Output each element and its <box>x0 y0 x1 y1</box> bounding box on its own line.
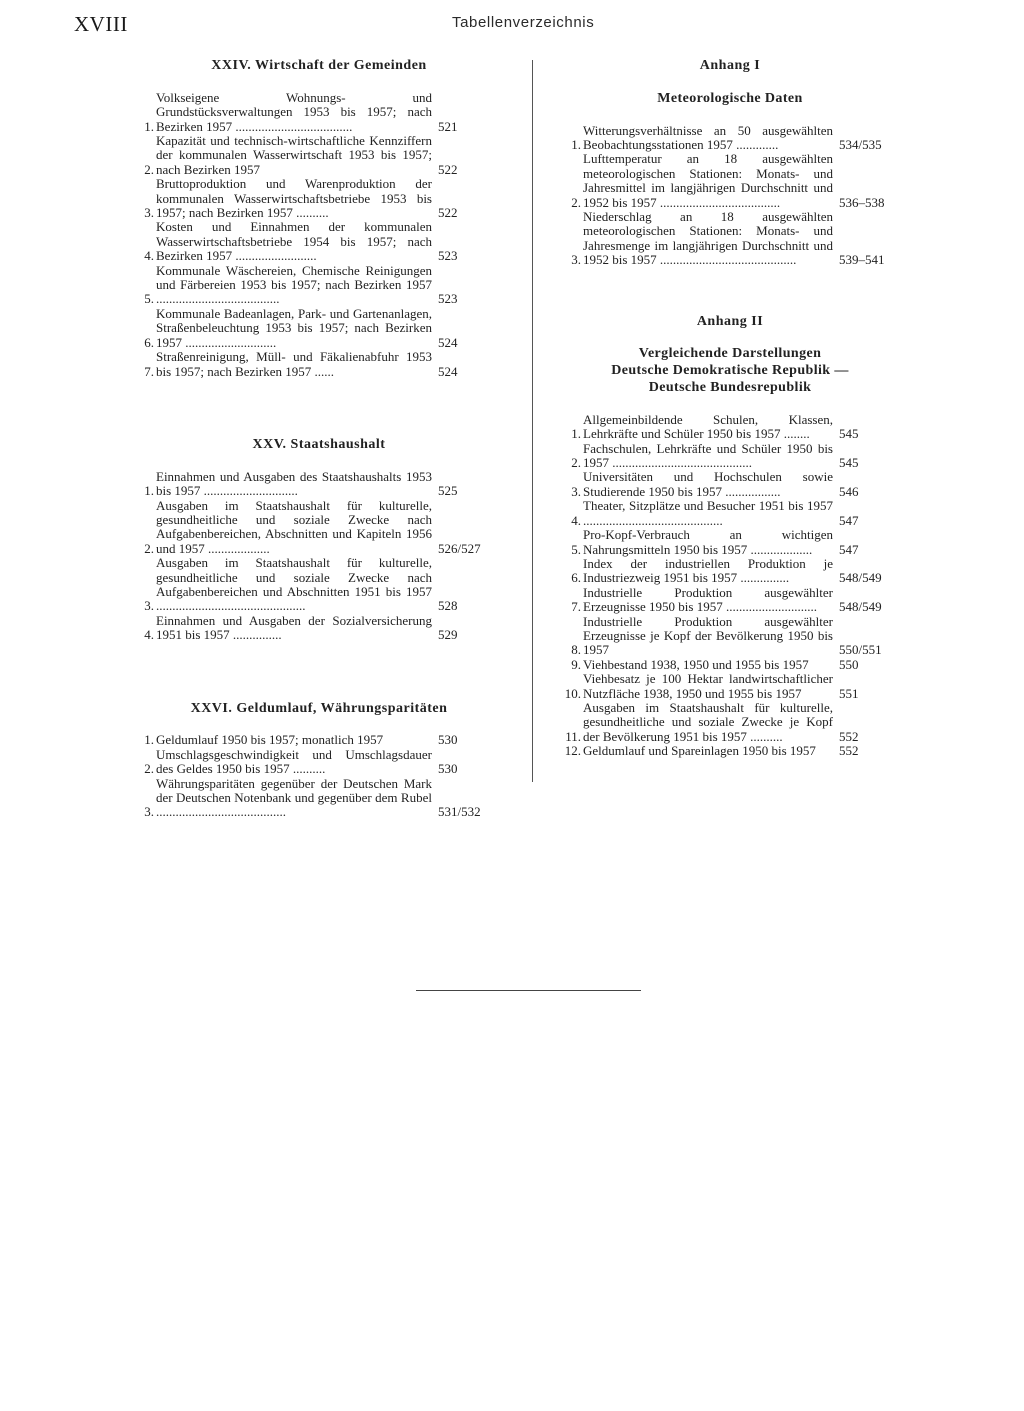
entry-page: 539–541 <box>839 252 885 268</box>
entry-number: 3. <box>144 598 154 614</box>
toc-entry[interactable] <box>555 413 905 442</box>
entry-page: 531/532 <box>438 804 481 820</box>
entry-page: 547 <box>839 541 859 557</box>
entry-title: Viehbestand 1938, 1950 und 1955 bis 1957 <box>583 657 809 672</box>
entry-number: 6. <box>571 570 581 586</box>
entry-title: Theater, Sitzplätze und Besucher 1951 bis 1957 ........................................... <box>583 499 833 528</box>
toc-entry[interactable] <box>134 220 504 263</box>
entry-title: Industrielle Produktion ausgewählter Erzeugnisse je Kopf der Bevölkerung 1950 bis 1957 <box>583 614 833 658</box>
entry-page: 522 <box>438 161 458 177</box>
entry-title: Ausgaben im Staatshaushalt für kulturelle, gesundheitliche und soziale Zwecke je Kopf der Bevölkerung 1951 bis 1957 .......... <box>583 700 833 744</box>
entry-title: Kosten und Einnahmen der kommunalen Wasserwirtschaftsbetriebe 1954 bis 1957; nach Bezirken 1957 ......................... <box>156 220 432 264</box>
page-number: XVIII <box>74 12 128 36</box>
entry-number: 7. <box>144 363 154 379</box>
entry-title: Geldumlauf 1950 bis 1957; monatlich 1957 <box>156 733 384 748</box>
entry-number: 2. <box>144 540 154 556</box>
entry-number: 3. <box>144 205 154 221</box>
appendix-heading-1: Anhang I <box>699 58 761 73</box>
toc-entry[interactable] <box>134 307 504 350</box>
entry-number: 9. <box>571 656 581 672</box>
entry-title: Einnahmen und Ausgaben der Sozialversicherung 1951 bis 1957 ............... <box>156 613 432 643</box>
toc-entry[interactable] <box>555 210 905 268</box>
toc-entry[interactable] <box>555 528 905 557</box>
entry-number: 4. <box>144 248 154 264</box>
entry-title: Kapazität und technisch-wirtschaftliche Kennziffern der kommunalen Wasserwirtschaft 1953 bis 1957; nach Bezirken 1957 <box>156 134 432 177</box>
entry-title: Kommunale Badeanlagen, Park- und Gartenanlagen, Straßenbeleuchtung 1953 bis 1957; nach Bezirken 1957 ............................ <box>156 306 432 350</box>
entry-page: 521 <box>438 118 458 134</box>
entry-number: 5. <box>571 541 581 557</box>
entry-title: Umschlagsgeschwindigkeit und Umschlagsdauer des Geldes 1950 bis 1957 .......... <box>156 747 432 777</box>
toc-entry[interactable] <box>134 177 504 220</box>
appendix-subheading-2 <box>555 346 905 396</box>
entry-page: 525 <box>438 483 458 499</box>
toc-entry[interactable] <box>134 614 504 643</box>
appendix-list-1 <box>555 124 905 268</box>
toc-entry[interactable] <box>555 442 905 471</box>
entry-title: Bruttoproduktion und Warenproduktion der kommunalen Wasserwirtschaftsbetriebe 1953 bis 1957; nach Bezirken 1957 .......... <box>156 177 432 221</box>
toc-entry[interactable] <box>555 744 905 758</box>
toc-entry[interactable] <box>134 91 504 134</box>
toc-entry[interactable] <box>555 701 905 744</box>
entry-title: Volkseigene Wohnungs- und Grundstücksverwaltungen 1953 bis 1957; nach Bezirken 1957 .................................... <box>156 90 432 134</box>
toc-entry[interactable] <box>134 748 504 777</box>
toc-entry[interactable] <box>555 124 905 153</box>
entry-title: Kommunale Wäschereien, Chemische Reinigungen und Färbereien 1953 bis 1957; nach Bezirken 1957 ...................................... <box>156 263 432 307</box>
toc-entry[interactable] <box>134 134 504 177</box>
entry-number: 3. <box>571 252 581 268</box>
entry-number: 2. <box>144 761 154 777</box>
entry-number: 7. <box>571 599 581 615</box>
footer-rule <box>416 990 641 991</box>
toc-entry[interactable] <box>134 350 504 379</box>
entry-number: 1. <box>144 732 154 748</box>
entry-title: Geldumlauf und Spareinlagen 1950 bis 1957 <box>583 744 816 759</box>
entry-page: 524 <box>438 334 458 350</box>
entry-page: 528 <box>438 598 458 614</box>
appendix-list-2 <box>555 413 905 759</box>
entry-title: Fachschulen, Lehrkräfte und Schüler 1950 bis 1957 ........................................... <box>583 441 833 471</box>
left-column <box>134 58 504 820</box>
entry-page: 547 <box>839 512 859 528</box>
entry-number: 10. <box>564 685 581 701</box>
entry-page: 545 <box>839 455 859 471</box>
entry-number: 6. <box>144 334 154 350</box>
entry-number: 2. <box>571 455 581 471</box>
entry-number: 1. <box>571 426 581 442</box>
entry-page: 523 <box>438 291 458 307</box>
entry-title: Einnahmen und Ausgaben des Staatshaushalts 1953 bis 1957 ............................. <box>156 469 432 499</box>
entry-number: 12. <box>564 743 581 759</box>
right-column <box>555 58 905 759</box>
entry-page: 545 <box>839 426 859 442</box>
entry-number: 8. <box>571 642 581 658</box>
section-list-xxv <box>134 470 504 643</box>
entry-title: Universitäten und Hochschulen sowie Studierende 1950 bis 1957 ................. <box>583 470 833 499</box>
entry-page: 548/549 <box>839 570 882 586</box>
entry-number: 1. <box>144 118 154 134</box>
appendix-heading-2: Anhang II <box>696 313 764 329</box>
appendix-subheading-1: Meteorologische Daten <box>657 90 803 106</box>
toc-entry[interactable] <box>555 586 905 615</box>
entry-title: Industrielle Produktion ausgewählter Erzeugnisse 1950 bis 1957 ............................ <box>583 585 833 615</box>
section-heading-xxvi: XXVI. Geldumlauf, Währungsparitäten <box>190 700 448 716</box>
toc-entry[interactable] <box>134 264 504 307</box>
entry-page: 550/551 <box>839 642 882 658</box>
toc-entry[interactable] <box>555 557 905 586</box>
entry-page: 536–538 <box>839 194 885 210</box>
entry-title: Ausgaben im Staatshaushalt für kulturelle, gesundheitliche und soziale Zwecke nach Aufgabenbereichen und Abschnitten 1951 bis 1957 .............................................. <box>156 556 432 614</box>
appendix-subheading-line: Deutsche Bundesrepublik <box>648 380 812 396</box>
toc-entry[interactable] <box>555 499 905 528</box>
entry-title: Ausgaben im Staatshaushalt für kulturelle, gesundheitliche und soziale Zwecke nach Aufgabenbereichen, Abschnitten und Kapiteln 1956 und 1957 ................... <box>156 498 432 556</box>
entry-page: 523 <box>438 248 458 264</box>
entry-title: Währungsparitäten gegenüber der Deutschen Mark der Deutschen Notenbank und gegenüber dem Rubel ........................................ <box>156 776 432 820</box>
entry-page: 524 <box>438 363 458 379</box>
entry-page: 522 <box>438 205 458 221</box>
running-title: Tabellenverzeichnis <box>452 14 595 31</box>
section-heading-xxv: XXV. Staatshaushalt <box>252 436 386 452</box>
toc-entry[interactable] <box>555 658 905 672</box>
entry-page: 552 <box>839 743 859 759</box>
toc-entry[interactable] <box>555 672 905 701</box>
entry-number: 4. <box>144 627 154 643</box>
entry-title: Allgemeinbildende Schulen, Klassen, Lehrkräfte und Schüler 1950 bis 1957 ........ <box>583 412 833 442</box>
entry-page: 551 <box>839 685 859 701</box>
toc-entry[interactable] <box>134 733 504 747</box>
entry-page: 529 <box>438 627 458 643</box>
section-list-xxiv <box>134 91 504 379</box>
section-heading-xxiv: XXIV. Wirtschaft der Gemeinden <box>211 58 427 73</box>
entry-page: 526/527 <box>438 540 481 556</box>
entry-title: Niederschlag an 18 ausgewählten meteorologischen Stationen: Monats- und Jahresmenge im langjährigen Durchschnitt und 1952 bis 1957 .......................................... <box>583 210 833 268</box>
toc-entry[interactable] <box>134 499 504 557</box>
toc-entry[interactable] <box>555 615 905 658</box>
entry-page: 530 <box>438 761 458 777</box>
entry-page: 552 <box>839 728 859 744</box>
entry-number: 3. <box>571 483 581 499</box>
entry-number: 5. <box>144 291 154 307</box>
entry-number: 1. <box>144 483 154 499</box>
entry-number: 2. <box>144 161 154 177</box>
entry-number: 3. <box>144 804 154 820</box>
entry-number: 4. <box>571 512 581 528</box>
entry-title: Viehbesatz je 100 Hektar landwirtschaftlicher Nutzfläche 1938, 1950 und 1955 bis 1957 <box>583 672 833 701</box>
column-divider <box>532 60 533 782</box>
entry-number: 11. <box>565 728 581 744</box>
toc-entry[interactable] <box>134 777 504 820</box>
entry-title: Straßenreinigung, Müll- und Fäkalienabfuhr 1953 bis 1957; nach Bezirken 1957 ...... <box>156 350 432 379</box>
entry-title: Witterungsverhältnisse an 50 ausgewählten Beobachtungsstationen 1957 ............. <box>583 123 833 152</box>
section-list-xxvi <box>134 733 504 819</box>
entry-title: Lufttemperatur an 18 ausgewählten meteorologischen Stationen: Monats- und Jahresmittel im langjährigen Durchschnitt und 1952 bis 1957 ..................................... <box>583 152 833 210</box>
toc-entry[interactable] <box>555 152 905 210</box>
entry-page: 534/535 <box>839 137 882 152</box>
entry-page: 530 <box>438 732 458 748</box>
toc-entry[interactable] <box>134 556 504 614</box>
entry-title: Pro-Kopf-Verbrauch an wichtigen Nahrungsmitteln 1950 bis 1957 ................... <box>583 528 833 557</box>
entry-number: 2. <box>571 194 581 210</box>
entry-title: Index der industriellen Produktion je Industriezweig 1951 bis 1957 ............... <box>583 556 833 586</box>
entry-page: 550 <box>839 656 859 672</box>
entry-number: 1. <box>571 137 581 152</box>
appendix-subheading-line: Vergleichende Darstellungen <box>638 346 822 362</box>
entry-page: 548/549 <box>839 599 882 615</box>
appendix-subheading-line: Deutsche Demokratische Republik — <box>611 363 849 379</box>
toc-entry[interactable] <box>555 470 905 499</box>
toc-entry[interactable] <box>134 470 504 499</box>
entry-page: 546 <box>839 483 859 499</box>
